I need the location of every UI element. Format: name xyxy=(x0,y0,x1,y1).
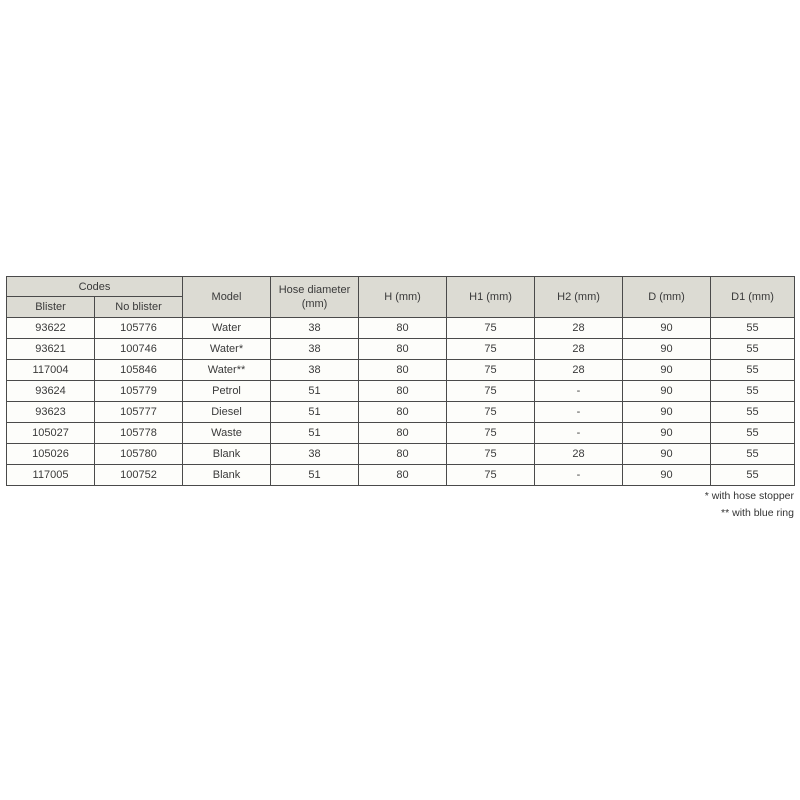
cell-model: Waste xyxy=(183,423,271,444)
cell-model: Petrol xyxy=(183,381,271,402)
table-header xyxy=(7,277,795,318)
footnote-hose-stopper: * with hose stopper xyxy=(704,490,794,502)
cell-h2: 28 xyxy=(535,318,623,339)
table-row xyxy=(7,444,795,465)
cell-h: 80 xyxy=(359,339,447,360)
cell-d1: 55 xyxy=(711,402,795,423)
cell-h2: 28 xyxy=(535,360,623,381)
spec-sheet xyxy=(6,276,794,522)
cell-no-blister: 100752 xyxy=(95,465,183,486)
spec-table xyxy=(6,276,795,486)
cell-h1: 75 xyxy=(447,381,535,402)
cell-d: 90 xyxy=(623,318,711,339)
header-h: H (mm) xyxy=(359,277,447,318)
cell-d1: 55 xyxy=(711,339,795,360)
cell-no-blister: 100746 xyxy=(95,339,183,360)
cell-h: 80 xyxy=(359,360,447,381)
table-row xyxy=(7,381,795,402)
header-hose-diameter-label: Hose diameter (mm) xyxy=(278,284,351,310)
cell-d1: 55 xyxy=(711,360,795,381)
table-row xyxy=(7,339,795,360)
cell-d1: 55 xyxy=(711,444,795,465)
cell-hose: 38 xyxy=(271,318,359,339)
cell-h2: 28 xyxy=(535,444,623,465)
cell-blister: 105027 xyxy=(7,423,95,444)
cell-h1: 75 xyxy=(447,318,535,339)
cell-h2: - xyxy=(535,465,623,486)
cell-model: Water** xyxy=(183,360,271,381)
header-model: Model xyxy=(183,277,271,318)
cell-d1: 55 xyxy=(711,318,795,339)
cell-h: 80 xyxy=(359,444,447,465)
cell-no-blister: 105778 xyxy=(95,423,183,444)
cell-h1: 75 xyxy=(447,339,535,360)
cell-hose: 38 xyxy=(271,444,359,465)
cell-blister: 93624 xyxy=(7,381,95,402)
cell-d: 90 xyxy=(623,360,711,381)
cell-h: 80 xyxy=(359,402,447,423)
cell-model: Diesel xyxy=(183,402,271,423)
cell-h2: - xyxy=(535,381,623,402)
cell-no-blister: 105776 xyxy=(95,318,183,339)
cell-hose: 51 xyxy=(271,465,359,486)
cell-hose: 38 xyxy=(271,360,359,381)
header-d1: D1 (mm) xyxy=(711,277,795,318)
cell-hose: 51 xyxy=(271,381,359,402)
cell-blister: 93621 xyxy=(7,339,95,360)
cell-d1: 55 xyxy=(711,423,795,444)
cell-blister: 117005 xyxy=(7,465,95,486)
cell-model: Blank xyxy=(183,465,271,486)
header-codes: Codes xyxy=(7,277,183,297)
cell-h1: 75 xyxy=(447,360,535,381)
cell-blister: 105026 xyxy=(7,444,95,465)
cell-d: 90 xyxy=(623,402,711,423)
cell-h2: - xyxy=(535,402,623,423)
cell-no-blister: 105846 xyxy=(95,360,183,381)
cell-h2: - xyxy=(535,423,623,444)
header-hose-diameter xyxy=(271,277,359,318)
cell-no-blister: 105780 xyxy=(95,444,183,465)
cell-hose: 51 xyxy=(271,423,359,444)
cell-h: 80 xyxy=(359,381,447,402)
header-d: D (mm) xyxy=(623,277,711,318)
cell-h1: 75 xyxy=(447,465,535,486)
table-row xyxy=(7,318,795,339)
cell-d: 90 xyxy=(623,339,711,360)
cell-no-blister: 105779 xyxy=(95,381,183,402)
cell-h: 80 xyxy=(359,423,447,444)
table-row xyxy=(7,402,795,423)
cell-d1: 55 xyxy=(711,465,795,486)
cell-d: 90 xyxy=(623,381,711,402)
header-h2: H2 (mm) xyxy=(535,277,623,318)
table-row xyxy=(7,423,795,444)
cell-blister: 117004 xyxy=(7,360,95,381)
footnote-blue-ring: ** with blue ring xyxy=(721,507,794,519)
cell-d: 90 xyxy=(623,444,711,465)
cell-blister: 93622 xyxy=(7,318,95,339)
cell-h: 80 xyxy=(359,318,447,339)
cell-blister: 93623 xyxy=(7,402,95,423)
table-body xyxy=(7,318,795,486)
header-blister: Blister xyxy=(7,297,95,318)
cell-h2: 28 xyxy=(535,339,623,360)
cell-no-blister: 105777 xyxy=(95,402,183,423)
cell-hose: 51 xyxy=(271,402,359,423)
cell-model: Blank xyxy=(183,444,271,465)
cell-h: 80 xyxy=(359,465,447,486)
cell-hose: 38 xyxy=(271,339,359,360)
cell-d: 90 xyxy=(623,465,711,486)
footnotes xyxy=(6,488,794,522)
cell-d1: 55 xyxy=(711,381,795,402)
cell-model: Water xyxy=(183,318,271,339)
cell-h1: 75 xyxy=(447,402,535,423)
cell-d: 90 xyxy=(623,423,711,444)
header-h1: H1 (mm) xyxy=(447,277,535,318)
table-row xyxy=(7,360,795,381)
cell-h1: 75 xyxy=(447,444,535,465)
cell-h1: 75 xyxy=(447,423,535,444)
header-no-blister: No blister xyxy=(95,297,183,318)
cell-model: Water* xyxy=(183,339,271,360)
table-row xyxy=(7,465,795,486)
